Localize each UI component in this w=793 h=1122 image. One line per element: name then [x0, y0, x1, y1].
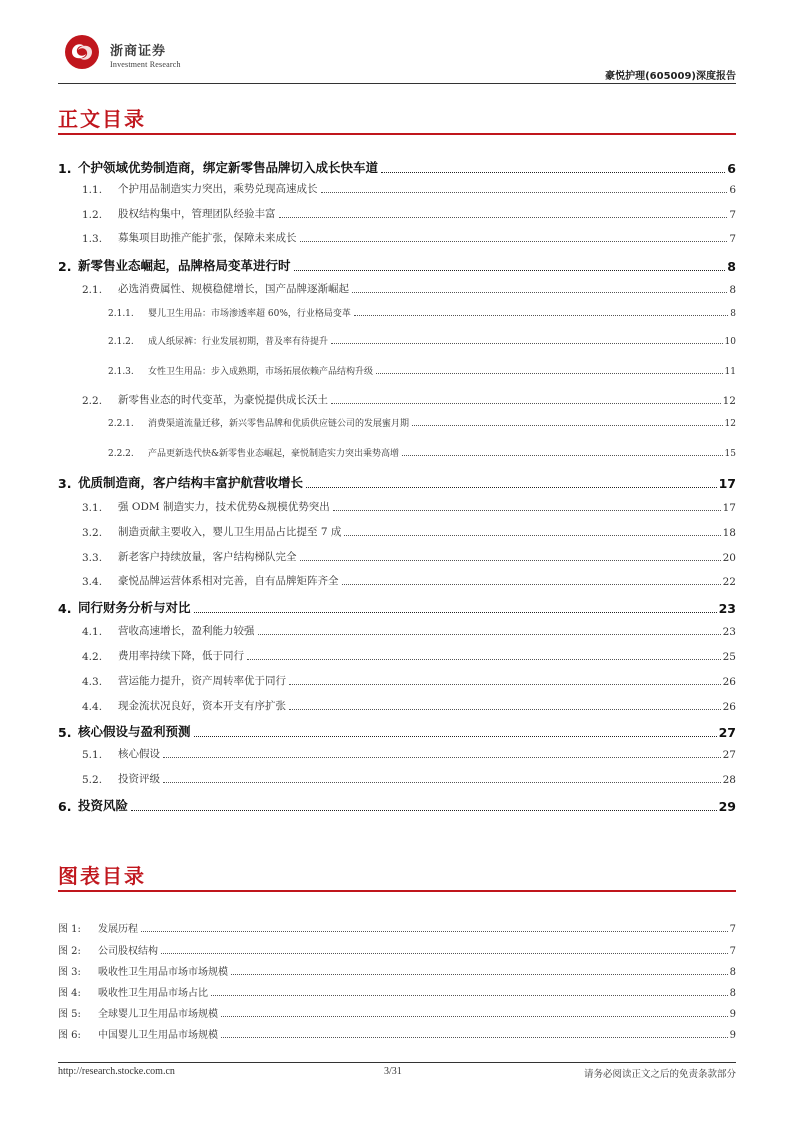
- figure-entry[interactable]: [58, 920, 736, 935]
- toc-entry[interactable]: [58, 499, 736, 514]
- toc-dot-leader: [300, 560, 721, 561]
- toc-entry-text: 营收高速增长，盈利能力较强: [118, 625, 255, 637]
- figure-entry-page: 7: [729, 946, 736, 957]
- toc-dot-leader: [331, 343, 723, 344]
- toc-entry-page: 17: [722, 502, 736, 514]
- toc-entry-number: 2.1.: [82, 284, 103, 296]
- toc-entry-page: 8: [729, 284, 736, 296]
- logo-icon: [64, 34, 100, 70]
- toc-entry-text: 同行财务分析与对比: [78, 600, 191, 615]
- toc-entry-number: 2.2.2.: [108, 449, 134, 459]
- toc-entry-page: 11: [724, 367, 736, 377]
- toc-entry-page: 27: [718, 725, 736, 740]
- toc-dot-leader: [402, 455, 723, 456]
- toc-dot-leader: [247, 659, 721, 660]
- toc-entry-page: 15: [724, 449, 736, 459]
- toc-entry-number: 3.4.: [82, 576, 103, 588]
- toc-dot-leader: [194, 612, 717, 613]
- toc-entry-number: 5.2.: [82, 774, 103, 786]
- toc-entry-text: 必选消费属性、规模稳健增长，国产品牌逐渐崛起: [118, 283, 349, 295]
- toc-dot-leader: [321, 192, 728, 193]
- toc-entry-page: 12: [724, 419, 736, 429]
- toc-entry-text: 消费渠道流量迁移，新兴零售品牌和优质供应链公司的发展蜜月期: [148, 419, 410, 429]
- toc-entry[interactable]: [58, 446, 736, 459]
- toc-entry[interactable]: [58, 598, 736, 616]
- toc-dot-leader: [344, 535, 720, 536]
- toc-entry-text: 投资评级: [118, 773, 160, 785]
- toc-entry-text: 新零售业态崛起，品牌格局变革进行时: [78, 258, 291, 273]
- toc-dot-leader: [300, 241, 728, 242]
- toc-entry-number: 1.1.: [82, 184, 103, 196]
- toc-entry[interactable]: [58, 334, 736, 347]
- toc-entry-page: 23: [722, 626, 736, 638]
- toc-entry-number: 2.2.: [82, 395, 103, 407]
- toc-dot-leader: [294, 270, 726, 271]
- toc-entry-number: 1.2.: [82, 209, 103, 221]
- toc-entry-number: 1.3.: [82, 233, 103, 245]
- toc-entry[interactable]: [58, 698, 736, 713]
- figure-entry-text: 中国婴儿卫生用品市场规模: [98, 1030, 218, 1041]
- toc-dot-leader: [354, 315, 728, 316]
- toc-entry[interactable]: [58, 796, 736, 814]
- toc-entry-number: 4.: [58, 601, 72, 616]
- figure-entry[interactable]: [58, 963, 736, 978]
- toc-entry[interactable]: [58, 573, 736, 588]
- toc-entry-text: 费用率持续下降，低于同行: [118, 650, 244, 662]
- toc-dot-leader: [163, 782, 721, 783]
- toc-entry-text: 股权结构集中，管理团队经验丰富: [118, 208, 276, 220]
- figure-entry-page: 9: [729, 1030, 736, 1041]
- figure-entry-number: 图 1:: [58, 924, 81, 935]
- toc-entry-page: 22: [722, 576, 736, 588]
- toc-entry[interactable]: [58, 230, 736, 245]
- footer-divider: [58, 1062, 736, 1063]
- footer-disclaimer: 请务必阅读正文之后的免责条款部分: [583, 1069, 736, 1080]
- toc-entry[interactable]: [58, 746, 736, 761]
- toc-entry-page: 28: [722, 774, 736, 786]
- toc-entry-page: 26: [722, 701, 736, 713]
- figure-entry-number: 图 4:: [58, 988, 81, 999]
- toc-entry-page: 10: [724, 337, 736, 347]
- toc-entry-number: 3.3.: [82, 552, 103, 564]
- figure-dot-leader: [141, 931, 728, 932]
- toc-entry[interactable]: [58, 524, 736, 539]
- toc-entry[interactable]: [58, 648, 736, 663]
- toc-entry-page: 18: [722, 527, 736, 539]
- toc-title: 正文目录: [58, 107, 146, 131]
- toc-entry[interactable]: [58, 306, 736, 319]
- toc-entry-page: 8: [727, 259, 736, 274]
- header-divider: [58, 83, 736, 84]
- figures-title: 图表目录: [58, 864, 146, 888]
- figure-entry-number: 图 5:: [58, 1009, 81, 1020]
- toc-dot-leader: [289, 684, 721, 685]
- figure-dot-leader: [161, 953, 728, 954]
- figure-entry-text: 全球婴儿卫生用品市场规模: [98, 1009, 218, 1020]
- figure-entry-page: 7: [729, 924, 736, 935]
- figure-entry-text: 吸收性卫生用品市场占比: [98, 988, 208, 999]
- figure-entry-number: 图 2:: [58, 946, 81, 957]
- toc-entry-text: 优质制造商，客户结构丰富护航营收增长: [78, 475, 304, 490]
- toc-entry[interactable]: [58, 206, 736, 221]
- figure-entry-text: 发展历程: [98, 924, 138, 935]
- figure-entry-page: 8: [729, 967, 736, 978]
- figure-entry-text: 公司股权结构: [98, 946, 158, 957]
- toc-entry-page: 7: [729, 233, 736, 245]
- toc-entry[interactable]: [58, 364, 736, 377]
- toc-entry[interactable]: [58, 722, 736, 740]
- toc-dot-leader: [352, 292, 727, 293]
- toc-entry-number: 3.1.: [82, 502, 103, 514]
- toc-dot-leader: [342, 584, 721, 585]
- toc-dot-leader: [333, 510, 721, 511]
- toc-entry-number: 4.4.: [82, 701, 103, 713]
- toc-entry-page: 17: [718, 476, 736, 491]
- toc-entry-text: 新零售业态的时代变革，为豪悦提供成长沃土: [118, 394, 328, 406]
- toc-entry-number: 3.: [58, 476, 72, 491]
- toc-dot-leader: [381, 172, 725, 173]
- figure-dot-leader: [211, 995, 728, 996]
- toc-entry-page: 8: [730, 309, 736, 319]
- toc-entry-text: 成人纸尿裤：行业发展初期，普及率有待提升: [148, 337, 329, 347]
- toc-dot-leader: [376, 373, 723, 374]
- toc-entry[interactable]: [58, 158, 736, 176]
- toc-dot-leader: [289, 709, 721, 710]
- toc-entry[interactable]: [58, 256, 736, 274]
- toc-entry-number: 4.2.: [82, 651, 103, 663]
- toc-entry-text: 女性卫生用品：步入成熟期，市场拓展依赖产品结构升级: [148, 367, 374, 377]
- toc-dot-leader: [412, 425, 723, 426]
- toc-entry-number: 2.1.3.: [108, 367, 134, 377]
- toc-entry-page: 6: [727, 161, 736, 176]
- figure-dot-leader: [231, 974, 728, 975]
- toc-entry-number: 3.2.: [82, 527, 103, 539]
- toc-entry-text: 个护用品制造实力突出，乘势兑现高速成长: [118, 183, 318, 195]
- toc-entry-text: 核心假设: [118, 748, 160, 760]
- toc-entry-text: 核心假设与盈利预测: [78, 724, 191, 739]
- toc-entry-text: 制造贡献主要收入，婴儿卫生用品占比提至 7 成: [118, 526, 342, 538]
- toc-entry-number: 4.3.: [82, 676, 103, 688]
- logo-text-cn: 浙商证券: [110, 44, 167, 59]
- figure-entry[interactable]: [58, 1026, 736, 1041]
- toc-entry[interactable]: [58, 673, 736, 688]
- toc-title-rule: [58, 133, 736, 135]
- toc-entry-number: 2.1.1.: [108, 309, 134, 319]
- toc-entry-text: 婴儿卫生用品：市场渗透率超 60%，行业格局变革: [148, 309, 351, 319]
- figure-dot-leader: [221, 1037, 728, 1038]
- toc-entry-number: 6.: [58, 799, 72, 814]
- toc-entry[interactable]: [58, 392, 736, 407]
- toc-entry-page: 25: [722, 651, 736, 663]
- toc-entry-number: 5.1.: [82, 749, 103, 761]
- toc-entry-number: 5.: [58, 725, 72, 740]
- toc-entry-number: 2.2.1.: [108, 419, 134, 429]
- toc-entry[interactable]: [58, 416, 736, 429]
- toc-dot-leader: [331, 403, 721, 404]
- toc-dot-leader: [194, 736, 717, 737]
- toc-entry-text: 产品更新迭代快&新零售业态崛起，豪悦制造实力突出乘势高增: [148, 449, 400, 459]
- figure-entry[interactable]: [58, 942, 736, 957]
- toc-entry-number: 2.1.2.: [108, 337, 134, 347]
- toc-entry[interactable]: [58, 181, 736, 196]
- toc-dot-leader: [163, 757, 721, 758]
- toc-entry-page: 29: [718, 799, 736, 814]
- figure-entry-page: 9: [729, 1009, 736, 1020]
- toc-entry[interactable]: [58, 623, 736, 638]
- figure-entry-text: 吸收性卫生用品市场市场规模: [98, 967, 228, 978]
- toc-entry-text: 个护领域优势制造商，绑定新零售品牌切入成长快车道: [78, 160, 379, 175]
- toc-entry-number: 2.: [58, 259, 72, 274]
- figure-entry[interactable]: [58, 1005, 736, 1020]
- toc-dot-leader: [306, 487, 717, 488]
- toc-entry[interactable]: [58, 473, 736, 491]
- toc-dot-leader: [131, 810, 717, 811]
- toc-entry-text: 豪悦品牌运营体系相对完善，自有品牌矩阵齐全: [118, 575, 339, 587]
- toc-entry[interactable]: [58, 771, 736, 786]
- toc-entry-page: 7: [729, 209, 736, 221]
- toc-entry-text: 现金流状况良好，资本开支有序扩张: [118, 700, 286, 712]
- figure-entry-page: 8: [729, 988, 736, 999]
- toc-entry-page: 6: [729, 184, 736, 196]
- toc-entry-number: 1.: [58, 161, 72, 176]
- figure-entry-number: 图 6:: [58, 1030, 81, 1041]
- figure-dot-leader: [221, 1016, 728, 1017]
- logo-text-en: Investment Research: [110, 60, 181, 69]
- toc-entry-text: 强 ODM 制造实力，技术优势&规模优势突出: [118, 501, 330, 513]
- toc-entry-text: 营运能力提升，资产周转率优于同行: [118, 675, 286, 687]
- report-title: 豪悦护理(605009)深度报告: [605, 71, 736, 82]
- figure-entry[interactable]: [58, 984, 736, 999]
- toc-entry-page: 27: [722, 749, 736, 761]
- toc-entry-text: 募集项目助推产能扩张，保障未来成长: [118, 232, 297, 244]
- figure-entry-number: 图 3:: [58, 967, 81, 978]
- toc-entry[interactable]: [58, 281, 736, 296]
- toc-entry-page: 23: [718, 601, 736, 616]
- toc-entry-page: 20: [722, 552, 736, 564]
- footer-url[interactable]: http://research.stocke.com.cn: [58, 1066, 175, 1077]
- toc-entry[interactable]: [58, 549, 736, 564]
- page-indicator: 3/31: [384, 1066, 402, 1077]
- toc-entry-page: 26: [722, 676, 736, 688]
- toc-entry-page: 12: [722, 395, 736, 407]
- figures-title-rule: [58, 890, 736, 892]
- toc-entry-number: 4.1.: [82, 626, 103, 638]
- toc-dot-leader: [258, 634, 721, 635]
- toc-dot-leader: [279, 217, 728, 218]
- page-header: [58, 30, 736, 84]
- toc-entry-text: 新老客户持续放量，客户结构梯队完全: [118, 551, 297, 563]
- toc-entry-text: 投资风险: [78, 798, 129, 813]
